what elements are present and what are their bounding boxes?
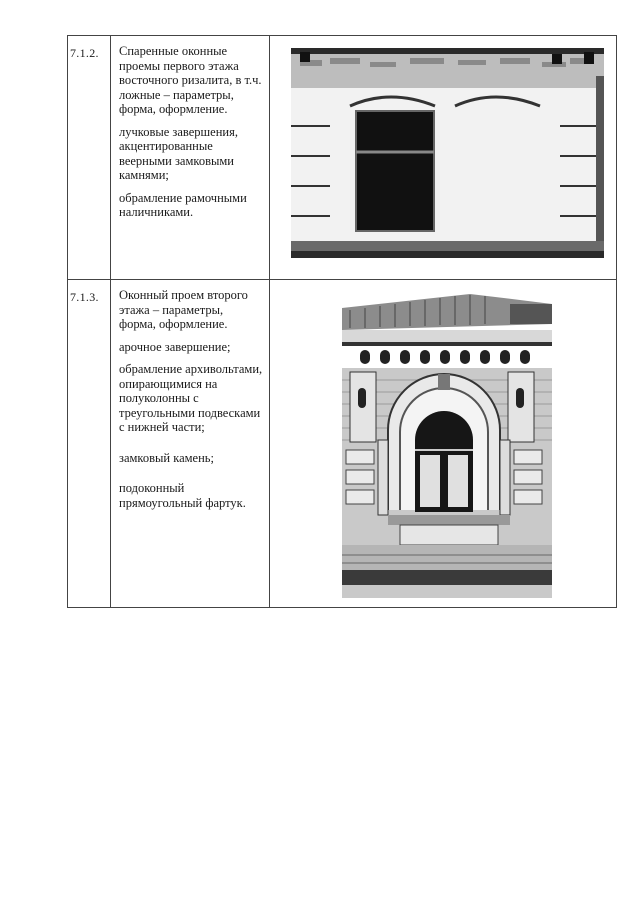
- item-description-cell: [111, 36, 270, 280]
- description-paragraph: обрамление рамочными наличниками.: [119, 190, 247, 219]
- photo-first-floor-windows: [270, 36, 616, 274]
- description-paragraph: арочное завершение;: [119, 339, 231, 354]
- item-description: [111, 36, 269, 220]
- description-paragraph: Спаренные оконные проемы первого этажа восточного ризалита, в т.ч. ложные – параметры, форма, оформление.: [119, 44, 262, 116]
- item-number: 7.1.2.: [70, 46, 99, 60]
- description-paragraph: замковый камень;: [119, 450, 214, 465]
- item-number: 7.1.3.: [70, 290, 99, 304]
- heritage-elements-table: [67, 35, 617, 608]
- item-description-cell: [111, 280, 270, 608]
- table-row: [68, 36, 617, 280]
- description-paragraph: лучковые завершения, акцентированные веерными замковыми камнями;: [119, 124, 238, 182]
- table-row: [68, 280, 617, 608]
- item-description: [111, 280, 269, 510]
- item-photo-cell: [270, 280, 617, 608]
- facade-photo-windows-first-floor: [270, 36, 616, 279]
- item-number-cell: [68, 36, 111, 280]
- description-paragraph: обрамление архивольтами, опирающимися на полуколонны с треугольными подвесками с нижней части;: [119, 362, 263, 434]
- photo-second-floor-window: [270, 280, 616, 602]
- item-photo-cell: [270, 36, 617, 280]
- item-number-cell: [68, 280, 111, 608]
- facade-photo-second-floor-window: [270, 280, 616, 607]
- description-paragraph: Оконный проем второго этажа – параметры, форма, оформление.: [119, 288, 248, 331]
- description-paragraph: подоконный прямоугольный фартук.: [119, 481, 246, 510]
